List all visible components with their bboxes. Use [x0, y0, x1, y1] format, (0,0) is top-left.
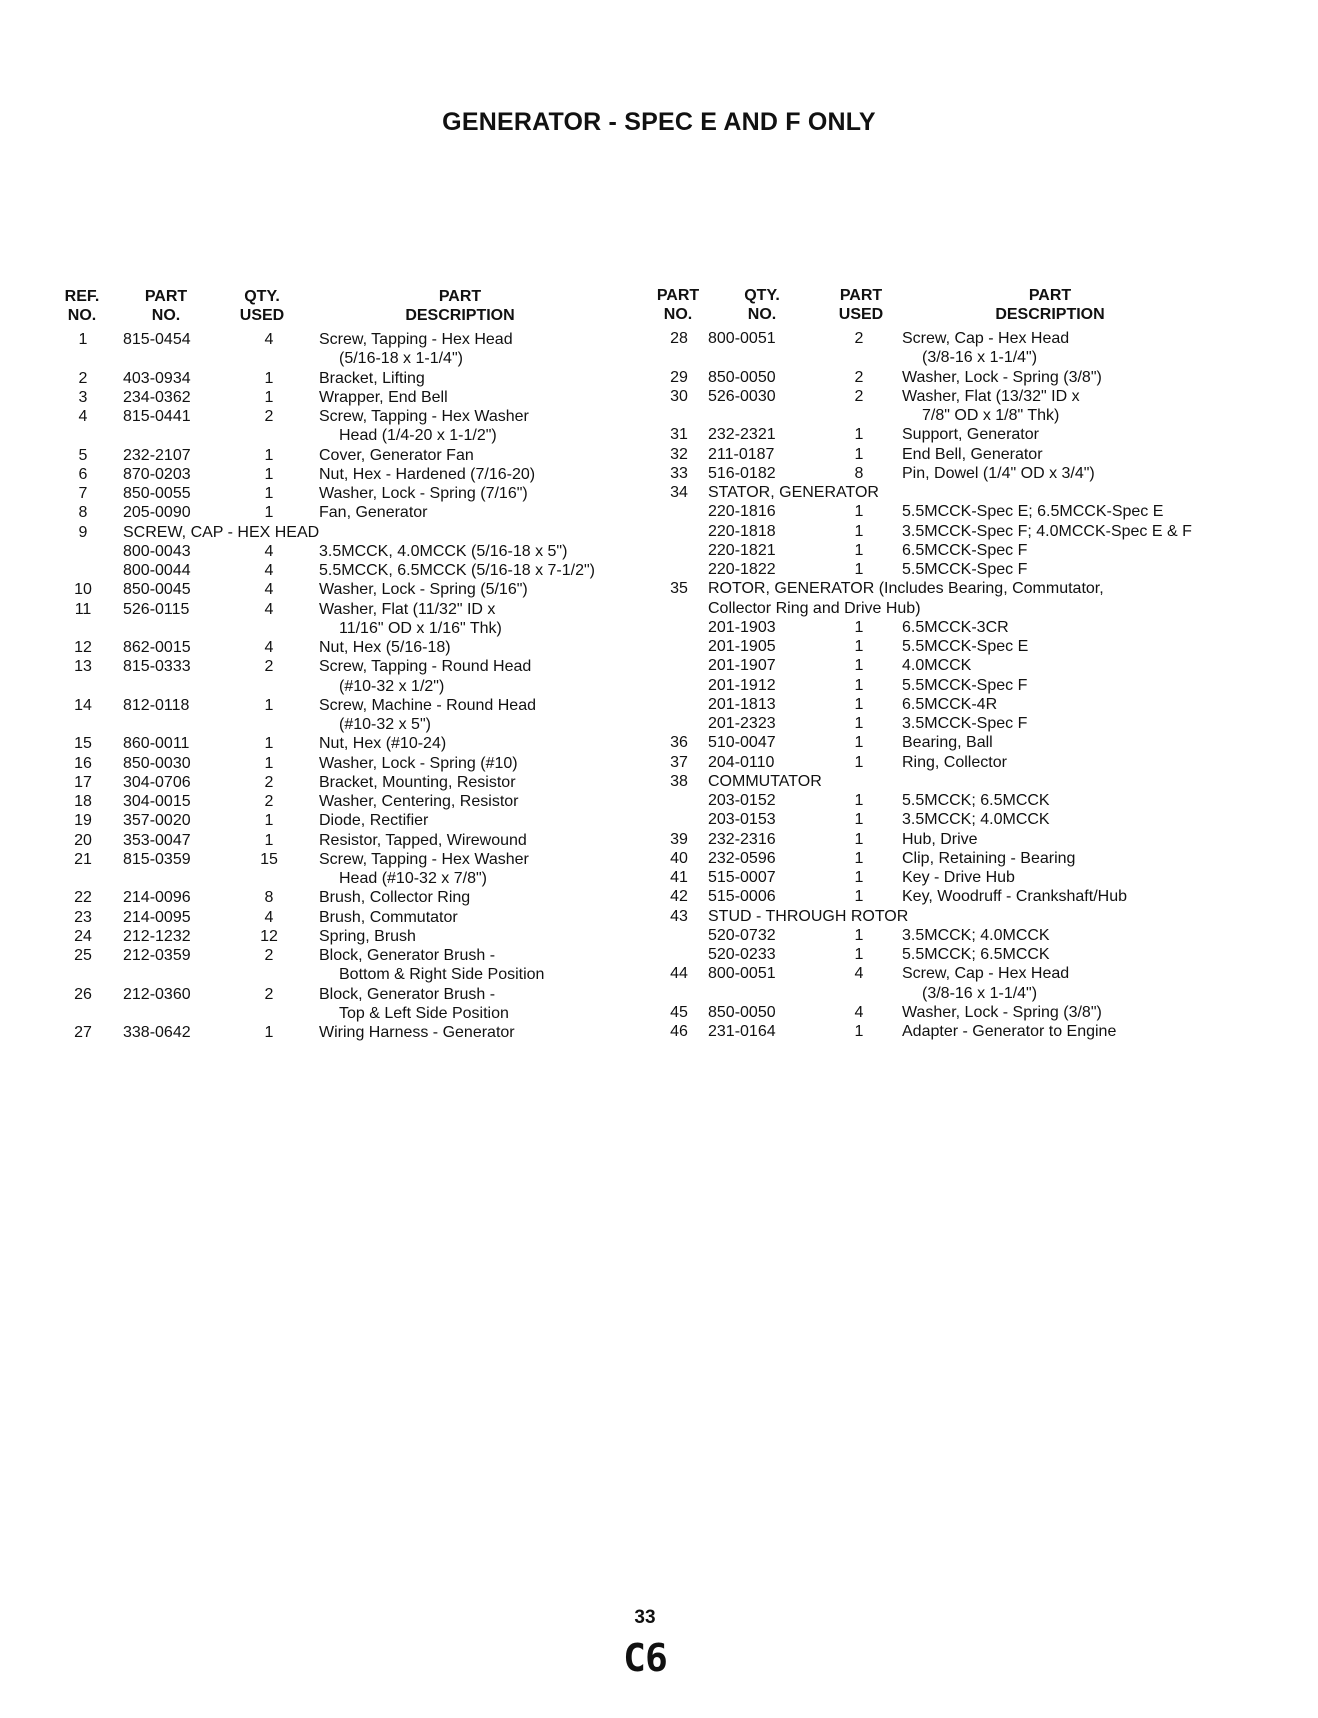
part-number: Collector Ring and Drive Hub)	[708, 599, 921, 617]
right-header-ref-line1: PART	[656, 287, 700, 304]
right-header-qty-line1: PART	[839, 287, 883, 304]
qty-used: 1	[854, 695, 864, 713]
qty-used: 1	[264, 696, 274, 714]
ref-number: 15	[74, 735, 92, 753]
qty-used: 1	[854, 522, 864, 540]
part-number: 815-0454	[123, 331, 191, 348]
part-number: 338-0642	[123, 1024, 191, 1041]
left-header-desc-line2: DESCRIPTION	[405, 307, 515, 324]
ref-number: 8	[78, 504, 88, 522]
qty-used: 2	[264, 658, 274, 676]
ref-number: 1	[78, 331, 88, 348]
part-number: 304-0015	[123, 793, 191, 810]
part-description: Washer, Lock - Spring (5/16")	[319, 581, 528, 599]
ref-number: 37	[670, 753, 688, 771]
part-number: 870-0203	[123, 465, 191, 483]
ref-number: 38	[670, 772, 688, 790]
part-description: Screw, Tapping - Hex Washer	[319, 408, 529, 425]
ref-number: 31	[670, 426, 688, 444]
part-description: Washer, Lock - Spring (3/8")	[902, 1003, 1102, 1021]
part-number: 815-0441	[123, 408, 191, 425]
part-number: 204-0110	[708, 753, 775, 771]
ref-number: 16	[74, 754, 92, 772]
ref-number: 32	[670, 445, 688, 463]
part-description: 3.5MCCK, 4.0MCCK (5/16-18 x 5")	[319, 542, 568, 560]
part-description: Bearing, Ball	[902, 734, 993, 752]
ref-number: 35	[670, 580, 688, 598]
ref-number: 40	[670, 849, 688, 867]
part-description: Washer, Lock - Spring (7/16")	[319, 485, 528, 502]
part-number: 304-0706	[123, 773, 191, 791]
ref-number: 26	[74, 985, 92, 1003]
part-description: 3.5MCCK-Spec F; 4.0MCCK-Spec E & F	[902, 522, 1192, 540]
part-description: Hub, Drive	[902, 830, 978, 848]
part-number: SCREW, CAP - HEX HEAD	[123, 523, 320, 541]
part-description: Wrapper, End Bell	[319, 388, 448, 406]
part-description: 5.5MCCK; 6.5MCCK	[902, 946, 1050, 963]
qty-used: 2	[264, 985, 274, 1003]
part-description: Resistor, Tapped, Wirewound	[319, 831, 527, 849]
ref-number: 2	[78, 369, 88, 387]
part-description: 11/16" OD x 1/16" Thk)	[339, 619, 502, 637]
ref-number: 24	[74, 927, 92, 945]
part-description: Support, Generator	[902, 426, 1039, 444]
part-number: 850-0055	[123, 485, 191, 502]
part-number: 862-0015	[123, 639, 191, 656]
ref-number: 18	[74, 793, 92, 810]
left-header-part	[126, 287, 206, 325]
part-number: 201-1912	[708, 676, 776, 694]
section-code: C6	[623, 1636, 667, 1680]
part-description: Diode, Rectifier	[319, 812, 429, 830]
qty-used: 1	[264, 485, 274, 502]
part-number: 800-0051	[708, 965, 776, 983]
ref-number: 46	[670, 1023, 688, 1040]
qty-used: 2	[264, 793, 274, 810]
right-header-qty	[826, 286, 896, 324]
part-description: Spring, Brush	[319, 927, 416, 945]
part-number: 526-0030	[708, 387, 776, 405]
part-number: 800-0051	[708, 330, 776, 347]
part-number: 220-1821	[708, 541, 776, 559]
part-number: 232-2321	[708, 426, 776, 444]
qty-used: 4	[264, 581, 274, 599]
qty-used: 4	[264, 542, 274, 560]
part-description: Screw, Cap - Hex Head	[902, 330, 1070, 347]
qty-used: 1	[854, 888, 864, 906]
qty-used: 4	[854, 965, 864, 983]
ref-number: 6	[78, 465, 88, 483]
part-description: Washer, Flat (13/32" ID x	[902, 387, 1080, 405]
left-header-desc	[360, 287, 560, 325]
left-header-qty-line1: QTY.	[244, 288, 280, 305]
part-number: 201-1905	[708, 638, 776, 655]
part-description: 6.5MCCK-Spec F	[902, 541, 1028, 559]
part-number: 815-0333	[123, 658, 191, 676]
part-number: 510-0047	[708, 734, 776, 752]
part-description: Key - Drive Hub	[902, 869, 1015, 886]
part-description: Washer, Lock - Spring (3/8")	[902, 368, 1102, 386]
qty-used: 8	[264, 889, 274, 907]
qty-used: 4	[264, 908, 274, 926]
qty-used: 1	[264, 735, 274, 753]
ref-number: 43	[670, 907, 688, 925]
part-number: 214-0095	[123, 908, 191, 926]
right-header-desc-line1: PART	[1028, 287, 1072, 304]
qty-used: 2	[264, 773, 274, 791]
qty-used: 1	[854, 792, 864, 809]
qty-used: 1	[854, 734, 864, 752]
part-description: (3/8-16 x 1-1/4")	[922, 984, 1038, 1002]
part-number: 201-1907	[708, 657, 776, 675]
part-number: 203-0153	[708, 811, 776, 829]
ref-number: 7	[78, 485, 88, 502]
part-description: Nut, Hex - Hardened (7/16-20)	[319, 465, 536, 483]
right-header-ref	[648, 286, 708, 324]
part-description: Block, Generator Brush -	[319, 947, 496, 964]
part-description: Washer, Lock - Spring (#10)	[319, 754, 518, 772]
ref-number: 33	[670, 464, 688, 482]
qty-used: 1	[854, 869, 864, 886]
qty-used: 1	[854, 849, 864, 867]
qty-used: 4	[854, 1003, 864, 1021]
part-number: COMMUTATOR	[708, 772, 822, 790]
ref-number: 21	[74, 850, 92, 868]
part-number: 201-1903	[708, 618, 776, 636]
part-description: Cover, Generator Fan	[319, 446, 474, 464]
right-header-part-line1: QTY.	[744, 287, 780, 304]
part-number: 203-0152	[708, 792, 776, 809]
part-number: ROTOR, GENERATOR (Includes Bearing, Commutator,	[708, 580, 1104, 598]
part-number: 850-0030	[123, 754, 191, 772]
qty-used: 1	[854, 811, 864, 829]
part-description: 5.5MCCK; 6.5MCCK	[902, 792, 1050, 809]
qty-used: 1	[854, 926, 864, 944]
part-number: 850-0050	[708, 1003, 776, 1021]
part-description: Head (1/4-20 x 1-1/2")	[339, 427, 497, 445]
qty-used: 1	[264, 369, 274, 387]
part-description: 5.5MCCK-Spec E	[902, 638, 1029, 655]
qty-used: 1	[264, 465, 274, 483]
qty-used: 2	[264, 408, 274, 425]
part-number: 850-0050	[708, 368, 776, 386]
qty-used: 4	[264, 639, 274, 656]
qty-used: 4	[264, 562, 274, 579]
part-number: 220-1816	[708, 503, 776, 521]
part-number: STATOR, GENERATOR	[708, 484, 879, 501]
left-header-qty	[232, 287, 292, 325]
part-number: 520-0233	[708, 946, 776, 963]
ref-number: 42	[670, 888, 688, 906]
part-number: 212-1232	[123, 927, 191, 945]
part-description: Bracket, Mounting, Resistor	[319, 773, 516, 791]
ref-number: 22	[74, 889, 92, 907]
part-description: Clip, Retaining - Bearing	[902, 849, 1076, 867]
qty-used: 1	[264, 504, 274, 522]
part-number: 231-0164	[708, 1023, 776, 1040]
part-number: 800-0044	[123, 562, 191, 579]
part-description: Wiring Harness - Generator	[319, 1024, 515, 1041]
part-description: Washer, Centering, Resistor	[319, 793, 519, 810]
part-description: (5/16-18 x 1-1/4")	[339, 350, 463, 368]
right-header-ref-line2: NO.	[663, 306, 693, 323]
part-number: 403-0934	[123, 369, 191, 387]
right-header-desc-line2: DESCRIPTION	[995, 306, 1105, 323]
part-number: 232-2316	[708, 830, 776, 848]
part-number: 515-0006	[708, 888, 776, 906]
part-description: 5.5MCCK-Spec F	[902, 561, 1028, 578]
part-description: Nut, Hex (5/16-18)	[319, 639, 451, 656]
ref-number: 23	[74, 908, 92, 926]
qty-used: 1	[854, 676, 864, 694]
ref-number: 12	[74, 639, 92, 656]
ref-number: 45	[670, 1003, 688, 1021]
qty-used: 2	[854, 387, 864, 405]
left-header-part-line2: NO.	[151, 307, 181, 324]
qty-used: 1	[264, 812, 274, 830]
qty-used: 1	[854, 946, 864, 963]
part-description: Key, Woodruff - Crankshaft/Hub	[902, 888, 1127, 906]
part-description: 6.5MCCK-3CR	[902, 618, 1009, 636]
ref-number: 19	[74, 812, 92, 830]
part-description: 3.5MCCK-Spec F	[902, 715, 1028, 732]
part-number: 220-1822	[708, 561, 776, 578]
ref-number: 36	[670, 734, 688, 752]
part-description: Adapter - Generator to Engine	[902, 1023, 1117, 1040]
qty-used: 1	[854, 715, 864, 732]
ref-number: 11	[74, 600, 92, 618]
part-description: 5.5MCCK, 6.5MCCK (5/16-18 x 7-1/2")	[319, 562, 595, 579]
qty-used: 12	[260, 927, 278, 945]
part-description: End Bell, Generator	[902, 445, 1043, 463]
part-description: 5.5MCCK-Spec E; 6.5MCCK-Spec E	[902, 503, 1164, 521]
ref-number: 13	[74, 658, 92, 676]
part-number: 212-0359	[123, 947, 191, 964]
part-description: Screw, Machine - Round Head	[319, 696, 536, 714]
ref-number: 44	[670, 965, 688, 983]
part-number: 815-0359	[123, 850, 191, 868]
qty-used: 2	[854, 330, 864, 347]
part-description: Bottom & Right Side Position	[339, 966, 545, 984]
part-number: 212-0360	[123, 985, 191, 1003]
part-description: (#10-32 x 1/2")	[339, 677, 445, 695]
qty-used: 1	[264, 1024, 274, 1041]
part-description: (3/8-16 x 1-1/4")	[922, 349, 1038, 367]
part-number: 201-2323	[708, 715, 776, 732]
part-number: 232-0596	[708, 849, 776, 867]
part-number: 850-0045	[123, 581, 191, 599]
part-number: STUD - THROUGH ROTOR	[708, 907, 909, 925]
part-number: 201-1813	[708, 695, 776, 713]
qty-used: 2	[264, 947, 274, 964]
qty-used: 4	[264, 600, 274, 618]
ref-number: 25	[74, 947, 92, 964]
part-description: 4.0MCCK	[902, 657, 972, 675]
right-header-desc	[950, 286, 1150, 324]
ref-number: 20	[74, 831, 92, 849]
left-header-ref-line2: NO.	[67, 307, 97, 324]
part-number: 526-0115	[123, 600, 190, 618]
right-header-qty-line2: USED	[838, 306, 884, 323]
part-number: 214-0096	[123, 889, 191, 907]
part-number: 520-0732	[708, 926, 776, 944]
part-description: Washer, Flat (11/32" ID x	[319, 600, 496, 618]
part-description: 3.5MCCK; 4.0MCCK	[902, 926, 1050, 944]
qty-used: 1	[264, 831, 274, 849]
part-number: 211-0187	[708, 445, 775, 463]
part-number: 353-0047	[123, 831, 191, 849]
ref-number: 5	[78, 446, 88, 464]
ref-number: 3	[78, 388, 88, 406]
page-title: GENERATOR - SPEC E AND F ONLY	[442, 108, 876, 136]
left-header-part-line1: PART	[144, 288, 188, 305]
part-number: 234-0362	[123, 388, 191, 406]
ref-number: 17	[74, 773, 92, 791]
part-description: Top & Left Side Position	[339, 1004, 509, 1022]
part-number: 516-0182	[708, 464, 776, 482]
ref-number: 28	[670, 330, 688, 347]
qty-used: 8	[854, 464, 864, 482]
right-header-part-line2: NO.	[747, 306, 777, 323]
part-number: 860-0011	[123, 735, 190, 753]
part-description: Screw, Cap - Hex Head	[902, 965, 1070, 983]
part-description: Brush, Commutator	[319, 908, 458, 926]
qty-used: 1	[264, 446, 274, 464]
ref-number: 4	[78, 408, 88, 425]
part-description: 7/8" OD x 1/8" Thk)	[922, 407, 1060, 424]
qty-used: 1	[264, 754, 274, 772]
part-description: 5.5MCCK-Spec F	[902, 676, 1028, 694]
ref-number: 29	[670, 368, 688, 386]
qty-used: 2	[854, 368, 864, 386]
part-description: Head (#10-32 x 7/8")	[339, 870, 487, 887]
part-number: 220-1818	[708, 522, 776, 540]
qty-used: 1	[854, 445, 864, 463]
qty-used: 1	[854, 618, 864, 636]
left-header-desc-line1: PART	[438, 288, 482, 305]
qty-used: 1	[854, 1023, 864, 1040]
left-header-qty-line2: USED	[239, 307, 285, 324]
part-number: 232-2107	[123, 446, 191, 464]
ref-number: 14	[74, 696, 92, 714]
part-description: 6.5MCCK-4R	[902, 695, 998, 713]
part-description: Screw, Tapping - Round Head	[319, 658, 532, 676]
qty-used: 1	[854, 657, 864, 675]
qty-used: 1	[854, 426, 864, 444]
ref-number: 41	[670, 869, 688, 886]
part-description: Ring, Collector	[902, 753, 1007, 771]
qty-used: 1	[264, 388, 274, 406]
part-number: 515-0007	[708, 869, 776, 886]
qty-used: 1	[854, 638, 864, 655]
qty-used: 15	[260, 850, 278, 868]
part-description: Bracket, Lifting	[319, 369, 425, 387]
part-description: Pin, Dowel (1/4" OD x 3/4")	[902, 464, 1095, 482]
qty-used: 1	[854, 830, 864, 848]
right-header-part	[722, 286, 802, 324]
qty-used: 1	[854, 753, 864, 771]
part-description: Brush, Collector Ring	[319, 889, 471, 907]
qty-used: 1	[854, 561, 864, 578]
part-description: Block, Generator Brush -	[319, 985, 496, 1003]
left-header-ref-line1: REF.	[64, 288, 100, 305]
part-number: 205-0090	[123, 504, 191, 522]
left-header-ref	[52, 287, 112, 325]
ref-number: 34	[670, 484, 688, 501]
part-description: Fan, Generator	[319, 504, 428, 522]
part-number: 812-0118	[123, 696, 190, 714]
ref-number: 27	[74, 1024, 92, 1041]
part-description: (#10-32 x 5")	[339, 716, 431, 733]
qty-used: 1	[854, 503, 864, 521]
qty-used: 1	[854, 541, 864, 559]
part-description: 3.5MCCK; 4.0MCCK	[902, 811, 1050, 829]
page-number: 33	[634, 1607, 656, 1628]
part-number: 800-0043	[123, 542, 191, 560]
part-description: Screw, Tapping - Hex Washer	[319, 850, 529, 868]
qty-used: 4	[264, 331, 274, 348]
part-description: Screw, Tapping - Hex Head	[319, 331, 513, 348]
part-number: 357-0020	[123, 812, 191, 830]
ref-number: 30	[670, 387, 688, 405]
part-description: Nut, Hex (#10-24)	[319, 735, 447, 753]
ref-number: 39	[670, 830, 688, 848]
ref-number: 9	[78, 523, 88, 541]
ref-number: 10	[74, 581, 92, 599]
